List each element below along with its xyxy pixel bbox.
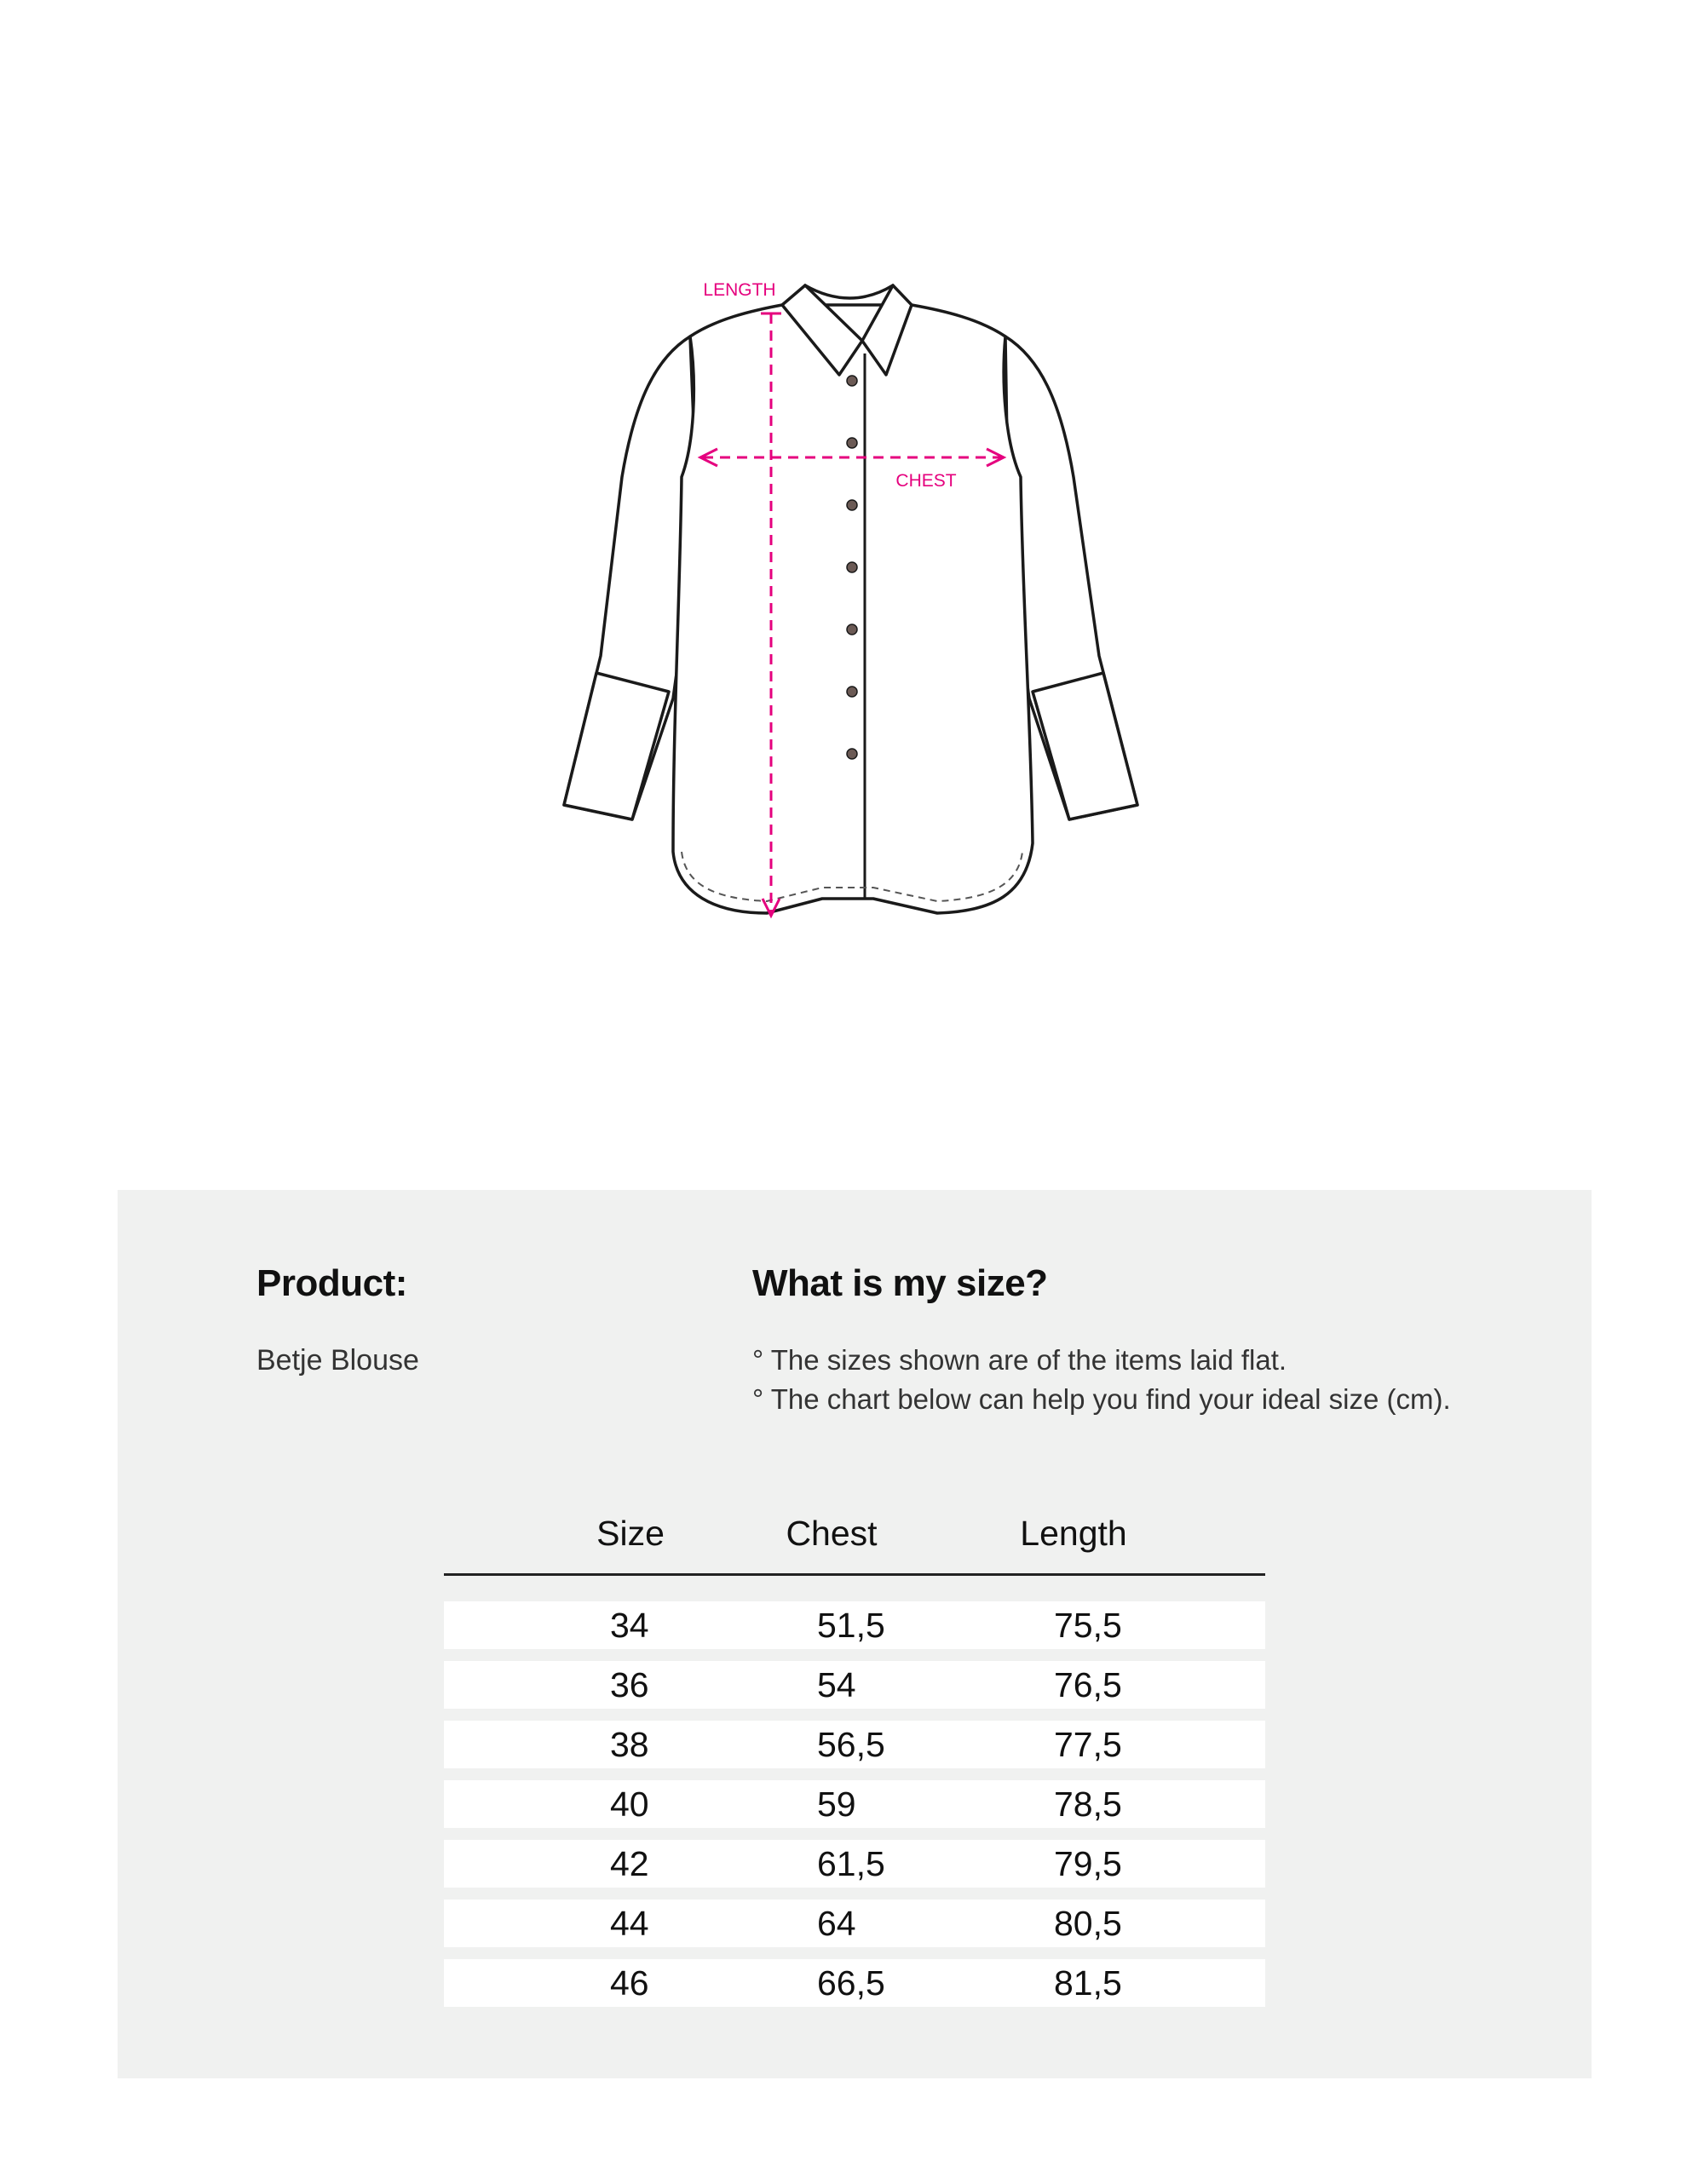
- cell-chest: 61,5: [817, 1844, 885, 1883]
- cell-size: 44: [610, 1904, 649, 1943]
- cell-length: 81,5: [1054, 1963, 1122, 2003]
- cell-length: 76,5: [1054, 1665, 1122, 1704]
- cell-chest: 59: [817, 1785, 856, 1824]
- cell-chest: 54: [817, 1665, 856, 1704]
- length-label: LENGTH: [703, 280, 776, 300]
- column-header-length: Length: [1020, 1514, 1127, 1553]
- table-row: [444, 1721, 1265, 1768]
- cell-size: 46: [610, 1963, 649, 2003]
- cell-size: 42: [610, 1844, 649, 1883]
- table-row: [444, 1840, 1265, 1888]
- chest-label: CHEST: [895, 471, 957, 491]
- cell-size: 38: [610, 1725, 649, 1764]
- table-row: [444, 1780, 1265, 1828]
- cell-length: 77,5: [1054, 1725, 1122, 1764]
- table-row: [444, 1900, 1265, 1947]
- table-row: [444, 1601, 1265, 1649]
- shirt-measurement-diagram: [0, 0, 1704, 1022]
- cell-chest: 56,5: [817, 1725, 885, 1764]
- cell-length: 75,5: [1054, 1606, 1122, 1645]
- cell-chest: 64: [817, 1904, 856, 1943]
- table-header-divider: [444, 1573, 1265, 1576]
- table-row: [444, 1959, 1265, 2007]
- cell-chest: 66,5: [817, 1963, 885, 2003]
- size-note: ° The chart below can help you find your ideal size (cm).: [752, 1383, 1451, 1415]
- size-guide-heading: What is my size?: [752, 1262, 1048, 1304]
- cell-length: 80,5: [1054, 1904, 1122, 1943]
- table-row: [444, 1661, 1265, 1709]
- cell-size: 36: [610, 1665, 649, 1704]
- cell-length: 79,5: [1054, 1844, 1122, 1883]
- cell-length: 78,5: [1054, 1785, 1122, 1824]
- product-name: Betje Blouse: [256, 1344, 419, 1376]
- cell-chest: 51,5: [817, 1606, 885, 1645]
- column-header-size: Size: [596, 1514, 665, 1553]
- size-note: ° The sizes shown are of the items laid flat.: [752, 1344, 1287, 1376]
- column-header-chest: Chest: [786, 1514, 878, 1553]
- cell-size: 34: [610, 1606, 649, 1645]
- product-heading: Product:: [256, 1262, 407, 1304]
- cell-size: 40: [610, 1785, 649, 1824]
